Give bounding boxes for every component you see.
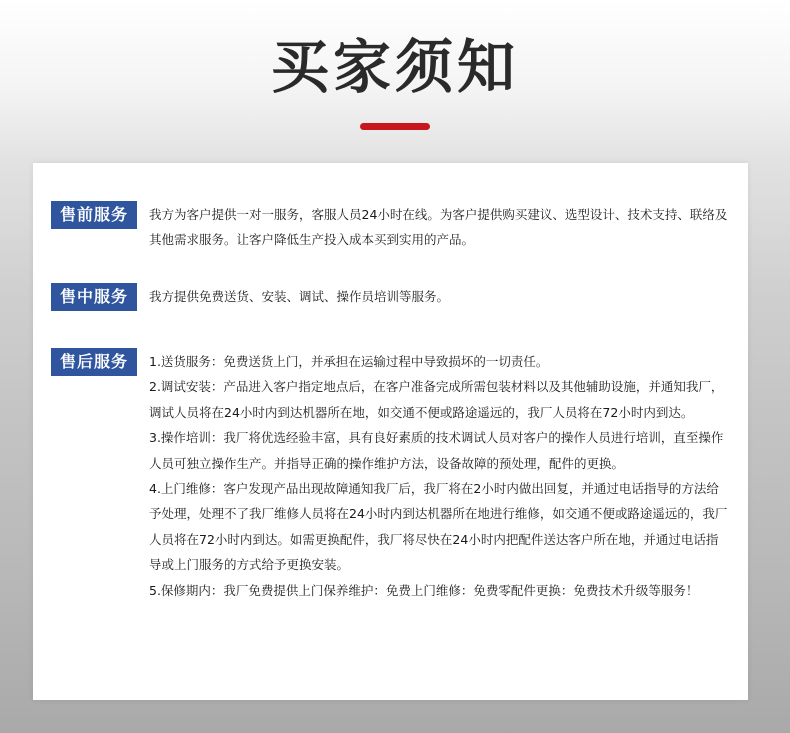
pre-sale-badge: 售前服务 xyxy=(51,201,137,229)
after-sale-item-delivery: 1.送货服务：免费送货上门，并承担在运输过程中导致损坏的一切责任。 xyxy=(149,354,549,369)
mid-sale-paragraph: 我方提供免费送货、安装、调试、操作员培训等服务。 xyxy=(149,289,450,304)
after-sale-item-repair: 4.上门维修：客户发现产品出现故障通知我厂后，我厂将在2小时内做出回复，并通过电话指导的方法给予处理，处理不了我厂维修人员将在24小时内到达机器所在地进行维修，如交通不便或路途遥远的，我厂人员将在72小时内到达。如需更换配件，我厂将尽快在24小时内把配件送达客户所在地，并通过电话指导或上门服务的方式给予更换安装。 xyxy=(149,481,728,573)
mid-sale-text xyxy=(149,284,729,309)
after-sale-badge: 售后服务 xyxy=(51,348,137,376)
pre-sale-paragraph: 我方为客户提供一对一服务，客服人员24小时在线。为客户提供购买建议、选型设计、技术支持、联络及其他需求服务。让客户降低生产投入成本买到实用的产品。 xyxy=(149,207,728,248)
notice-card xyxy=(33,163,748,700)
mid-sale-badge: 售中服务 xyxy=(51,283,137,311)
pre-sale-text xyxy=(149,202,729,253)
after-sale-item-warranty: 5.保修期内：我厂免费提供上门保养维护：免费上门维修：免费零配件更换：免费技术升级等服务！ xyxy=(149,582,699,598)
after-sale-item-installation: 2.调试安装：产品进入客户指定地点后，在客户准备完成所需包装材料以及其他辅助设施，并通知我厂，调试人员将在24小时内到达机器所在地，如交通不便或路途遥远的，我厂人员将在72小时内到达。 xyxy=(149,379,724,420)
title-underline-bar xyxy=(360,123,430,130)
after-sale-item-training: 3.操作培训：我厂将优选经验丰富，具有良好素质的技术调试人员对客户的操作人员进行培训，直至操作人员可独立操作生产。并指导正确的操作维护方法，设备故障的预处理，配件的更换。 xyxy=(149,430,724,471)
after-sale-text xyxy=(149,349,729,603)
page-title: 买家须知 xyxy=(270,33,519,101)
